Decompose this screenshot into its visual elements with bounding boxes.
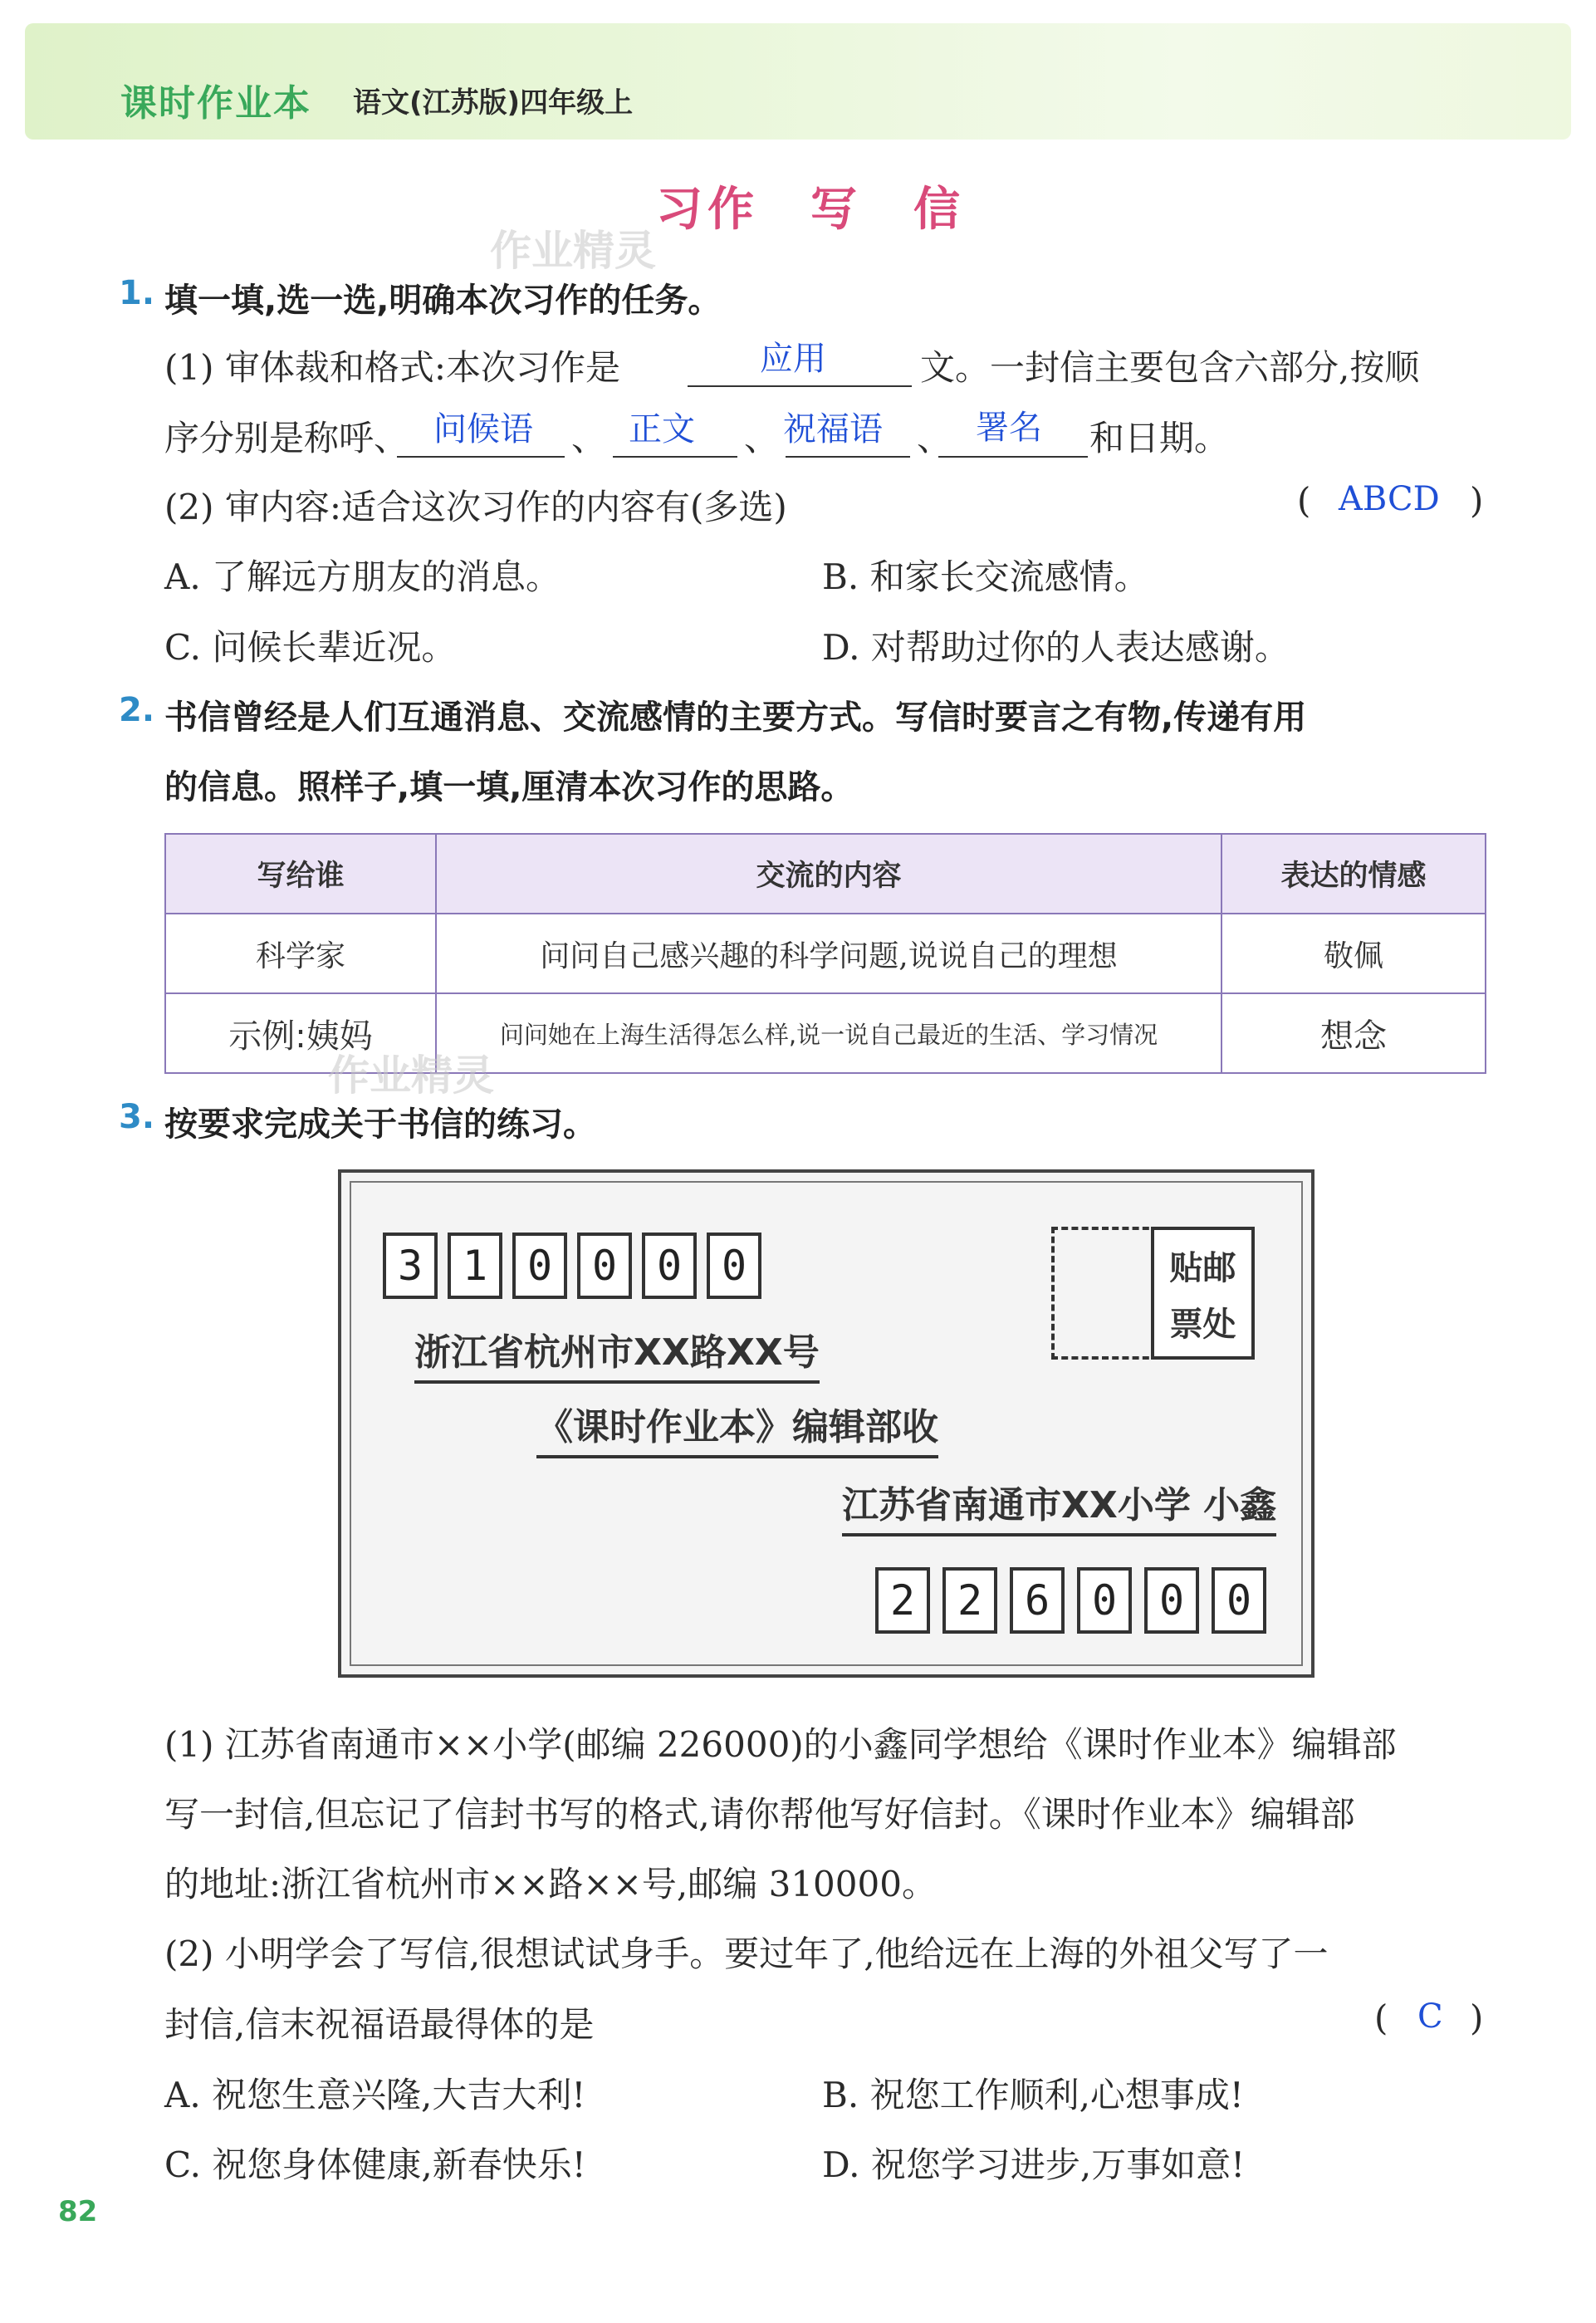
thinking-table bbox=[164, 833, 1486, 1074]
envelope bbox=[338, 1169, 1314, 1678]
q3-option-c: C. 祝您身体健康,新春快乐! bbox=[164, 2144, 586, 2185]
table-header: 表达的情感 bbox=[1221, 834, 1486, 914]
zip-digit: 6 bbox=[1010, 1567, 1065, 1634]
blank-part2 bbox=[613, 454, 737, 458]
zip-digit: 0 bbox=[1212, 1567, 1266, 1634]
table-header-row bbox=[165, 834, 1486, 914]
answer-part3: 祝福语 bbox=[783, 410, 883, 448]
question-3-number: 3. bbox=[119, 1098, 155, 1136]
q1-option-d: D. 对帮助过你的人表达感谢。 bbox=[822, 627, 1290, 668]
zip-digit: 2 bbox=[942, 1567, 997, 1634]
blank-part1 bbox=[397, 454, 565, 458]
q1-option-a: A. 了解远方朋友的消息。 bbox=[164, 556, 561, 597]
q3-p1-line1: (1) 江苏省南通市××小学(邮编 226000)的小鑫同学想给《课时作业本》编辑部 bbox=[164, 1724, 1397, 1765]
table-cell-answer: 想念 bbox=[1221, 993, 1486, 1073]
q1-p1-line2-prefix: 序分别是称呼、 bbox=[164, 418, 409, 458]
table-cell-answer: 问问她在上海生活得怎么样,说一说自己最近的生活、学习情况 bbox=[436, 993, 1221, 1073]
zip-digit: 0 bbox=[1077, 1567, 1132, 1634]
separator: 、 bbox=[917, 418, 952, 458]
envelope-address: 浙江省杭州市XX路XX号 bbox=[414, 1322, 820, 1384]
table-cell-answer: 示例:姨妈 bbox=[165, 993, 436, 1073]
q3-p2-line1: (2) 小明学会了写信,很想试试身手。要过年了,他给远在上海的外祖父写了一 bbox=[164, 1933, 1329, 1974]
answer-paren-open: ( bbox=[1374, 1997, 1388, 2038]
answer-paren-open: ( bbox=[1297, 480, 1311, 521]
q3-p1-line3: 的地址:浙江省杭州市××路××号,邮编 310000。 bbox=[164, 1864, 937, 1904]
q3-option-b: B. 祝您工作顺利,心想事成! bbox=[822, 2075, 1244, 2115]
zip-digit: 3 bbox=[383, 1233, 438, 1299]
separator: 、 bbox=[744, 418, 780, 458]
q1-option-b: B. 和家长交流感情。 bbox=[822, 556, 1149, 597]
q1-option-c: C. 问候长辈近况。 bbox=[164, 627, 457, 668]
q1-p2-text: (2) 审内容:适合这次习作的内容有(多选) bbox=[164, 487, 787, 527]
question-3-heading: 按要求完成关于书信的练习。 bbox=[164, 1105, 596, 1144]
answer-genre: 应用 bbox=[760, 340, 826, 378]
answer-paren-close: ) bbox=[1470, 1997, 1484, 2038]
subject-label: 语文(江苏版)四年级上 bbox=[353, 86, 634, 120]
envelope-sender: 江苏省南通市XX小学 小鑫 bbox=[842, 1475, 1276, 1536]
watermark: 作业精灵 bbox=[490, 227, 656, 275]
blank-genre bbox=[688, 384, 912, 387]
answer-q3-2: C bbox=[1417, 1997, 1443, 2036]
answer-part4: 署名 bbox=[976, 409, 1042, 447]
question-1-number: 1. bbox=[119, 274, 155, 312]
table-header: 交流的内容 bbox=[436, 834, 1221, 914]
separator: 、 bbox=[571, 418, 607, 458]
blank-part4 bbox=[938, 454, 1088, 458]
page-title: 习作 写 信 bbox=[656, 183, 965, 237]
q1-p1-suffix: 文。一封信主要包含六部分,按顺 bbox=[920, 347, 1420, 388]
q3-p1-line2: 写一封信,但忘记了信封书写的格式,请你帮他写好信封。《课时作业本》编辑部 bbox=[164, 1794, 1355, 1835]
table-header: 写给谁 bbox=[165, 834, 436, 914]
zip-digit: 1 bbox=[448, 1233, 502, 1299]
zip-digit: 0 bbox=[512, 1233, 567, 1299]
zip-digit: 0 bbox=[577, 1233, 632, 1299]
table-cell: 问问自己感兴趣的科学问题,说说自己的理想 bbox=[436, 914, 1221, 993]
question-2-heading-line2: 的信息。照样子,填一填,厘清本次习作的思路。 bbox=[164, 768, 854, 806]
question-2-number: 2. bbox=[119, 691, 155, 729]
brand-title: 课时作业本 bbox=[120, 82, 311, 125]
answer-paren-close: ) bbox=[1470, 480, 1484, 521]
envelope-recipient: 《课时作业本》编辑部收 bbox=[536, 1397, 938, 1458]
stamp-label-line: 贴邮 bbox=[1169, 1249, 1236, 1287]
answer-part2: 正文 bbox=[629, 410, 695, 448]
question-1-heading: 填一填,选一选,明确本次习作的任务。 bbox=[164, 282, 722, 320]
q1-p1-line2-suffix: 和日期。 bbox=[1089, 418, 1230, 458]
zip-digit: 0 bbox=[1144, 1567, 1199, 1634]
zip-digit: 0 bbox=[642, 1233, 697, 1299]
watermark: 作业精灵 bbox=[328, 1051, 494, 1100]
blank-part3 bbox=[786, 454, 910, 458]
question-2-heading-line1: 书信曾经是人们互通消息、交流感情的主要方式。写信时要言之有物,传递有用 bbox=[164, 698, 1307, 737]
stamp-label-line: 票处 bbox=[1169, 1306, 1236, 1344]
zip-digit: 0 bbox=[707, 1233, 761, 1299]
answer-q1-2: ABCD bbox=[1339, 480, 1440, 518]
table-cell: 敬佩 bbox=[1221, 914, 1486, 993]
stamp-label bbox=[1151, 1227, 1255, 1360]
q1-p1-prefix: (1) 审体裁和格式:本次习作是 bbox=[164, 347, 620, 388]
zip-digit: 2 bbox=[875, 1567, 930, 1634]
q3-p2-line2: 封信,信末祝福语最得体的是 bbox=[164, 2004, 595, 2045]
stamp-area bbox=[1051, 1227, 1159, 1360]
page-number: 82 bbox=[58, 2195, 98, 2228]
q3-option-d: D. 祝您学习进步,万事如意! bbox=[822, 2144, 1246, 2185]
table-row bbox=[165, 914, 1486, 993]
answer-part1: 问候语 bbox=[433, 410, 533, 448]
q3-option-a: A. 祝您生意兴隆,大吉大利! bbox=[164, 2075, 586, 2115]
table-cell: 科学家 bbox=[165, 914, 436, 993]
